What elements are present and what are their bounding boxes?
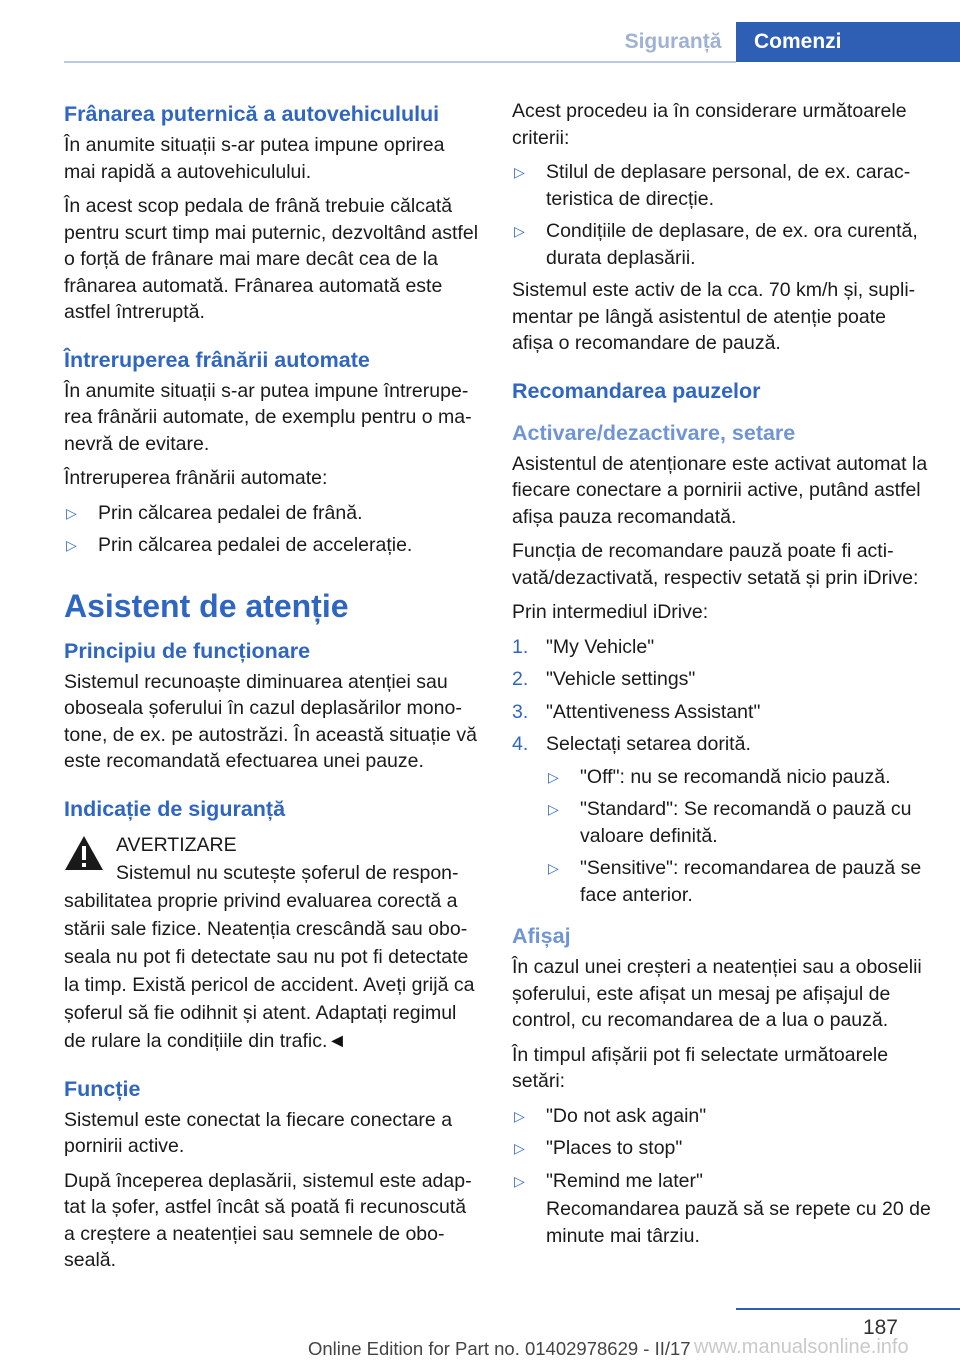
triangle-bullet-icon: ▷ [514, 1107, 525, 1124]
heading-principiu: Principiu de funcționare [64, 638, 311, 663]
paragraph: După începerea deplasării, sistemul este adaptat la șofer, astfel încât să poată fi recunoscută a creștere a neatenției sau semnele de oboseală. [64, 1169, 472, 1271]
watermark: www.manualsonline.info [694, 1336, 909, 1358]
list-item: 3. "Attentiveness Assistant" [512, 700, 761, 723]
list-item: ▷ Stilul de deplasare personal, de ex. caracteristica de direcție. [514, 161, 911, 210]
heading-activare-dezactivare: Activare/dezactivare, setare [512, 420, 796, 445]
list-item: ▷ "Off": nu se recomandă nicio pauză. [546, 764, 932, 791]
sub-bullet-list [546, 764, 932, 909]
left-column [64, 98, 480, 1282]
triangle-bullet-icon: ▷ [548, 768, 559, 785]
paragraph: Sistemul este activ de la cca. 70 km/h și, suplimentar pe lângă asistentul de atenție poate afișa o recomandare de pauză. [512, 279, 916, 354]
list-item: ▷ "Standard": Se recomandă o pauză cu valoare definită. [548, 798, 912, 847]
triangle-bullet-icon: ▷ [514, 1140, 525, 1156]
paragraph: Sistemul recunoaște diminuarea atenției sau oboseala șoferului în cazul deplasărilor monotone, de ex. pe autostrăzi. În această situație vă este recomandată efectuarea unei pauze. [64, 670, 478, 772]
warning-triangle-icon [64, 835, 104, 871]
heading-asistent-de-atentie: Asistent de atenție [64, 587, 349, 624]
list-item: ▷ "Remind me later" [512, 1168, 932, 1195]
warning-box [64, 831, 480, 1055]
warning-text: Sistemul nu scutește șoferul de responsabilitatea proprie privind evaluarea corectă a stării sale fizice. Neatenția crescândă sau oboseala nu pot fi detectate sau nu pot fi detectate la timp. Există pericol de accident. Aveți grijă ca șoferul să fie odihnit și atent. Adaptați regimul de rulare la condițiile din trafic.◄ [64, 861, 475, 1052]
paragraph: Acest procedeu ia în considerare următoarele criterii: [512, 100, 907, 149]
list-item: ▷ Prin călcarea pedalei de accelerație. [64, 532, 480, 559]
header-tab-section[interactable]: Siguranță [624, 30, 722, 53]
heading-functie: Funcție [64, 1076, 141, 1101]
triangle-bullet-icon: ▷ [514, 1172, 525, 1189]
heading-franare-puternica: Frânarea puternică a autovehiculului [64, 102, 440, 126]
paragraph: În anumite situații s-ar putea impune întreruperea frânării automate, de exemplu pentru o manevră de evitare. [64, 379, 472, 455]
heading-afisaj: Afișaj [512, 924, 571, 948]
triangle-bullet-icon: ▷ [66, 504, 77, 521]
warning-title: AVERTIZARE [116, 833, 237, 856]
paragraph: Întreruperea frânării automate: [64, 467, 328, 489]
list-item: ▷ Prin călcarea pedalei de frână. [64, 500, 480, 527]
right-column [512, 98, 932, 1257]
paragraph: Prin intermediul iDrive: [512, 601, 709, 623]
triangle-bullet-icon: ▷ [548, 801, 559, 817]
list-item: 2. "Vehicle settings" [512, 668, 696, 690]
list-item: 4. Selectați setarea dorită. [512, 733, 751, 755]
list-item: ▷ Condițiile de deplasare, de ex. ora curentă, durata deplasării. [514, 220, 918, 269]
bullet-list [512, 1103, 932, 1195]
paragraph: Sistemul este conectat la fiecare conectare a pornirii active. [64, 1108, 453, 1157]
triangle-bullet-icon: ▷ [514, 164, 525, 180]
triangle-bullet-icon: ▷ [514, 223, 525, 239]
end-mark-icon: ◄ [327, 1029, 347, 1052]
header-rule [64, 61, 736, 63]
paragraph: În anumite situații s-ar putea impune oprirea mai rapidă a autovehiculului. [64, 134, 445, 183]
heading-intreruperea-franarii: Întreruperea frânării automate [64, 347, 370, 372]
footer-rule [736, 1308, 960, 1310]
triangle-bullet-icon: ▷ [548, 860, 559, 876]
heading-recomandarea-pauzelor: Recomandarea pauzelor [512, 378, 761, 403]
header-tab-chapter[interactable]: Comenzi [736, 22, 960, 62]
list-item: ▷ "Sensitive": recomandarea de pauză se face anterior. [548, 857, 922, 906]
heading-indicatie-siguranta: Indicație de siguranță [64, 796, 286, 821]
numbered-list [512, 634, 932, 758]
page-number: 187 [862, 1316, 898, 1339]
bullet-list [512, 159, 932, 271]
triangle-bullet-icon: ▷ [66, 537, 77, 553]
paragraph: În timpul afișării pot fi selectate următoarele setări: [512, 1043, 889, 1092]
list-item: 1. "My Vehicle" [512, 635, 655, 658]
paragraph: Recomandarea pauză să se repete cu 20 de minute mai târziu. [546, 1198, 931, 1247]
paragraph: În cazul unei creșteri a neatenției sau a oboselii șoferului, este afișat un mesaj pe afișajul de control, cu recomandarea de a lua o pauză. [512, 956, 922, 1031]
paragraph: Asistentul de atenționare este activat automat la fiecare conectare a pornirii active, putând astfel afișa pauza recomandată. [512, 452, 928, 528]
list-item: ▷ "Do not ask again" [512, 1103, 932, 1130]
paragraph: În acest scop pedala de frână trebuie călcată pentru scurt timp mai puternic, dezvoltând astfel o forță de frânare mai mare decât cea de la frânarea automată. Frânarea automată este astfel întreruptă. [64, 195, 479, 323]
list-item: ▷ "Places to stop" [512, 1135, 932, 1162]
edition-footer: Online Edition for Part no. 01402978629 - II/17 [308, 1338, 691, 1359]
paragraph: Funcția de recomandare pauză poate fi activată/dezactivată, respectiv setată și prin iDrive: [512, 540, 919, 589]
bullet-list [64, 500, 480, 559]
